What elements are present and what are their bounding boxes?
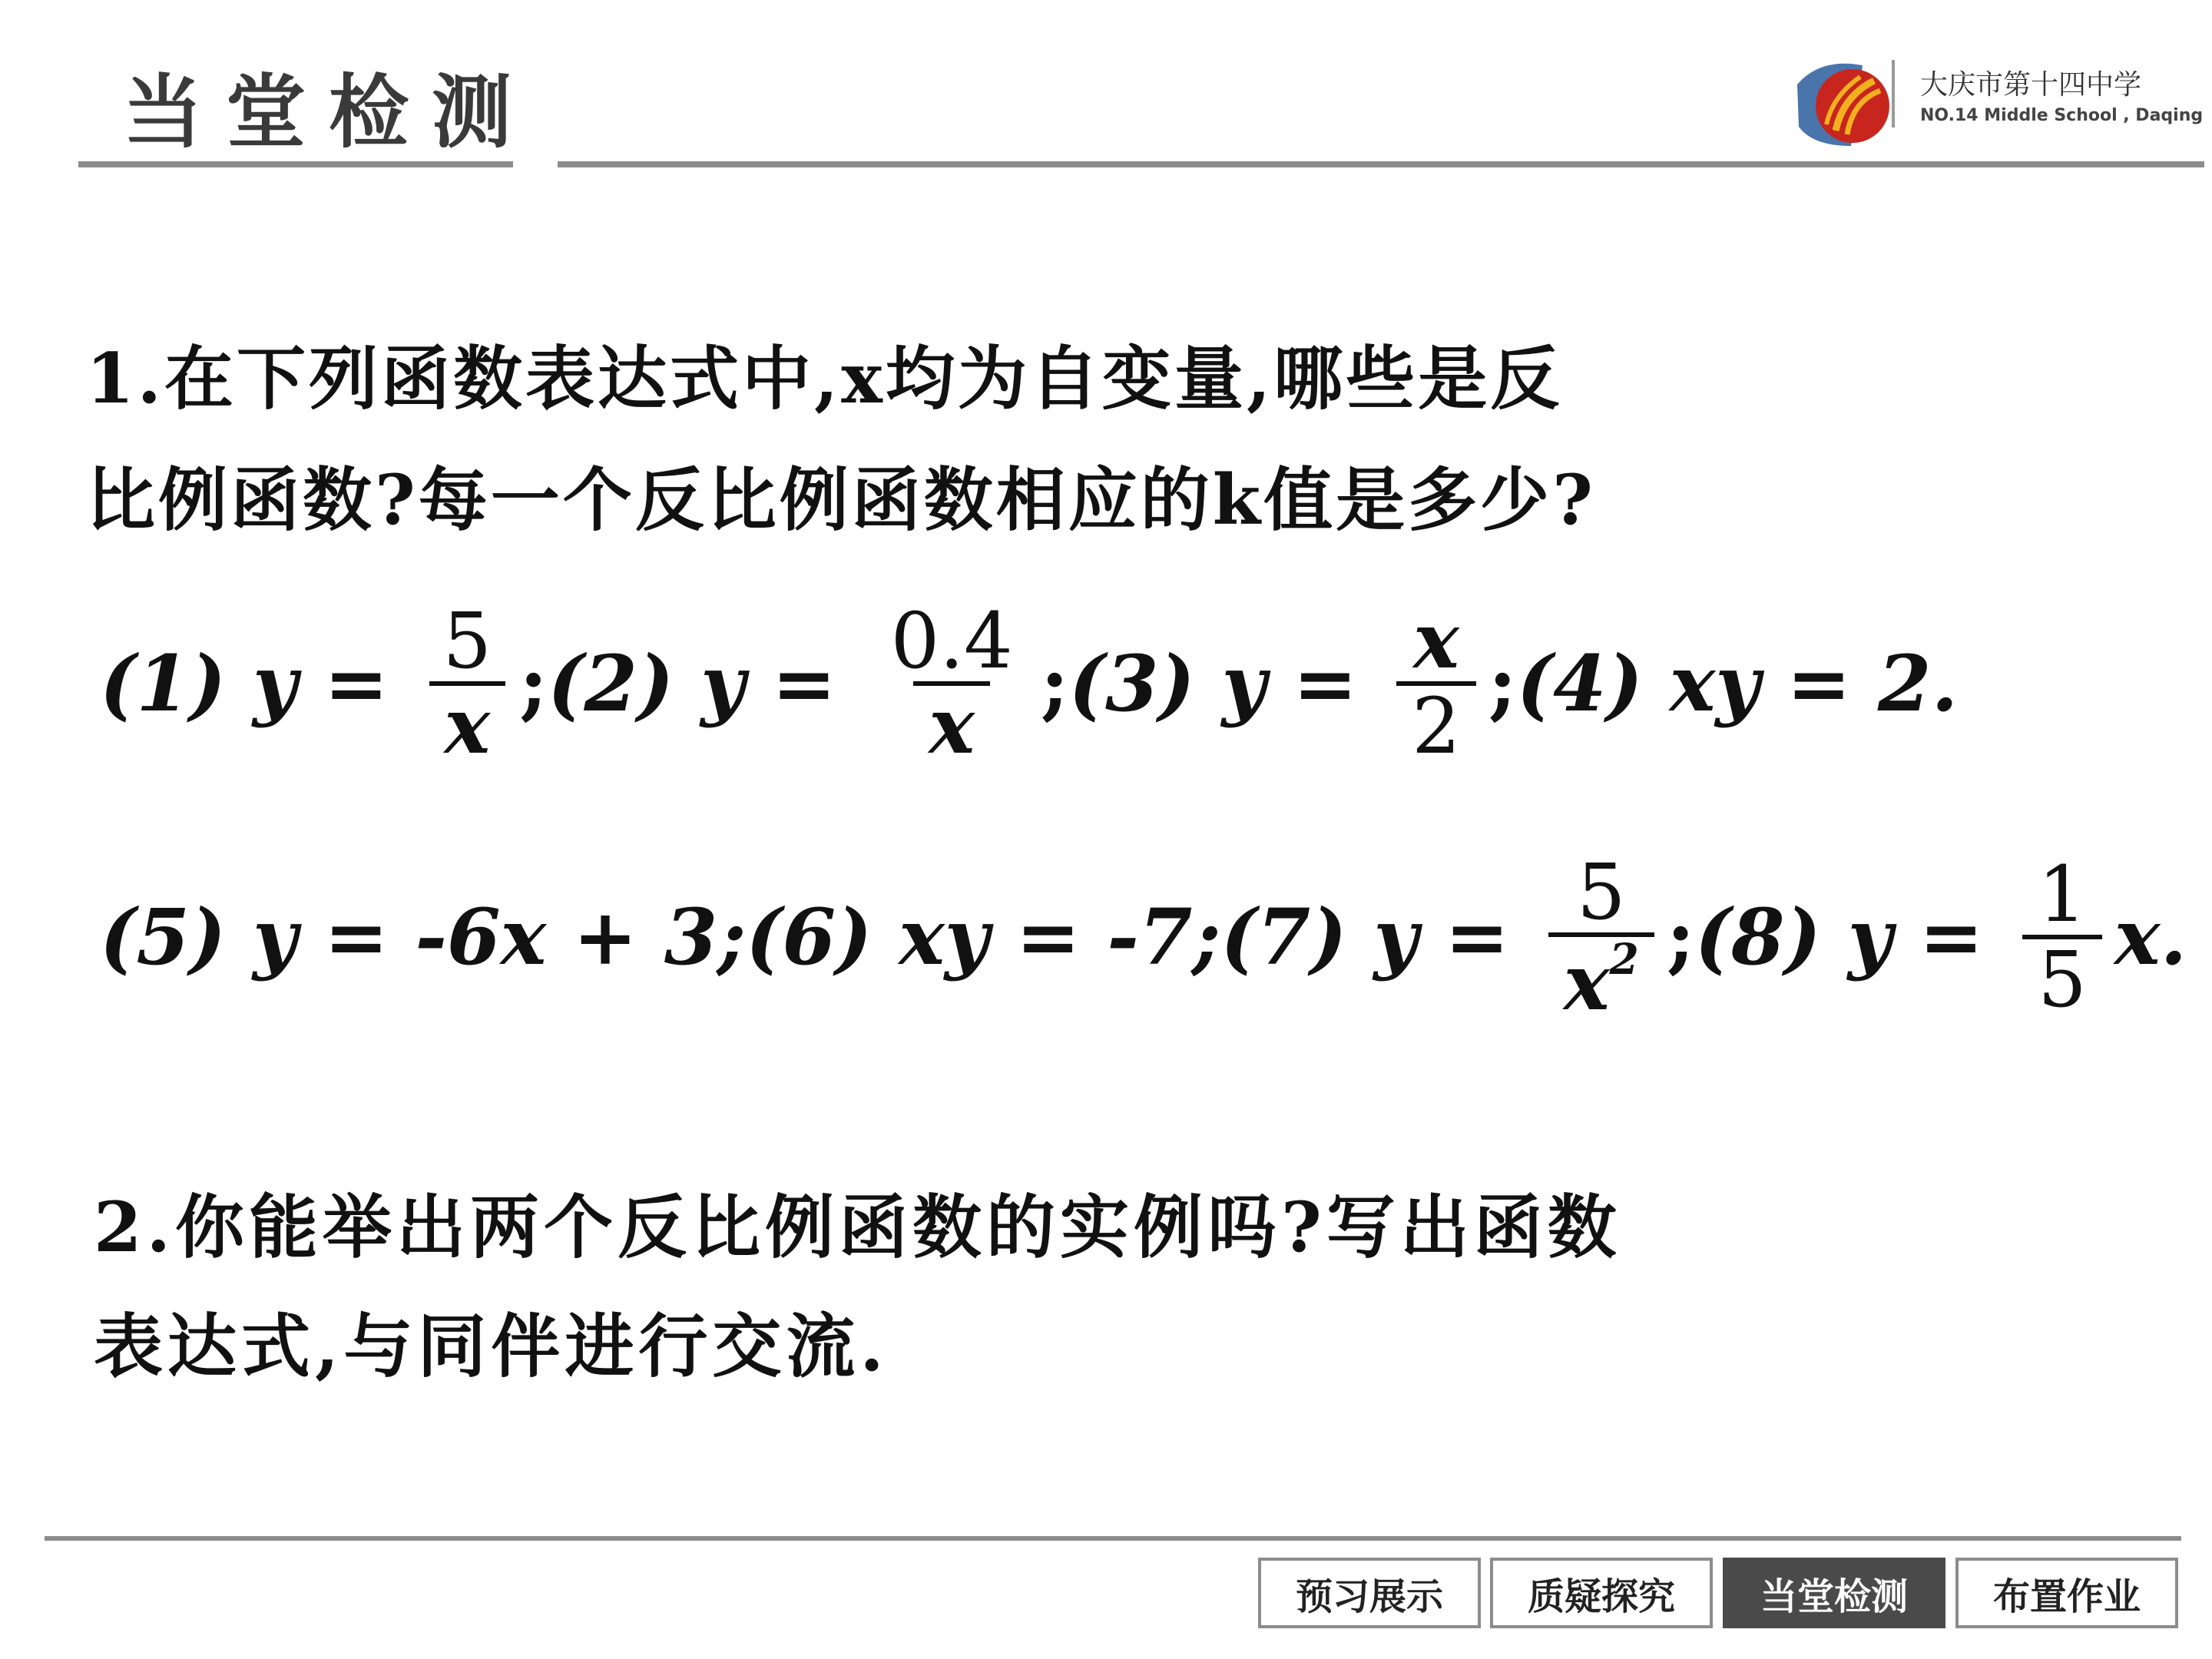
formula-8-lhs: (8) y =	[1694, 892, 2011, 982]
formula-3-lhs: (3) y =	[1068, 638, 1385, 729]
formula-separator-7: ;	[1666, 892, 1695, 982]
formula-7	[1220, 846, 1666, 1028]
formula-1	[100, 596, 519, 771]
formula-8-denominator: 5	[2022, 935, 2102, 1020]
header-divider-left	[78, 161, 513, 167]
question-1-line-1: 1.在下列函数表达式中,x均为自变量,哪些是反	[86, 338, 1563, 419]
formula-8-numerator: 1	[2038, 849, 2087, 939]
question-2-line-2: 表达式,与同伴进行交流.	[94, 1306, 889, 1387]
formula-1-lhs: (1) y =	[100, 638, 416, 729]
school-name-cn: 大庆市第十四中学	[1920, 69, 2142, 101]
formula-7-exponent: 2	[1609, 933, 1639, 984]
formula-7-fraction	[1548, 846, 1654, 1028]
nav-tab-classroom-test[interactable]: 当堂检测	[1723, 1558, 1945, 1628]
formula-1-numerator: 5	[442, 596, 492, 686]
logo-divider	[1892, 60, 1895, 127]
formula-7-denominator	[1548, 932, 1654, 1028]
formula-1-denominator: x	[429, 681, 506, 767]
formula-3-fraction	[1396, 595, 1476, 771]
slide-title: 当堂检测	[123, 65, 535, 159]
question-2-line-1: 2.你能举出两个反比例函数的实例吗?写出函数	[94, 1187, 1621, 1268]
footer-divider	[45, 1536, 2181, 1541]
nav-tab-inquiry[interactable]: 质疑探究	[1490, 1558, 1713, 1628]
formula-5: (5) y = -6x + 3;	[100, 892, 747, 982]
nav-tab-preview[interactable]: 预习展示	[1258, 1558, 1481, 1628]
formula-7-numerator: 5	[1577, 846, 1626, 937]
nav-tab-homework[interactable]: 布置作业	[1955, 1558, 2178, 1628]
formula-3-denominator: 2	[1396, 681, 1476, 767]
formula-8-fraction	[2022, 849, 2102, 1025]
formula-3	[1068, 595, 1488, 771]
formula-7-denominator-base: x	[1563, 936, 1610, 1028]
formula-separator-2: ;	[1040, 638, 1069, 729]
formula-8	[1694, 849, 2187, 1025]
formula-separator-1: ;	[519, 638, 548, 729]
formula-row-2	[100, 845, 2187, 1029]
formula-2-lhs: (2) y =	[548, 638, 863, 729]
question-1-line-2: 比例函数?每一个反比例函数相应的k值是多少?	[86, 459, 1596, 541]
formula-1-fraction	[428, 596, 508, 771]
formula-2-fraction	[876, 596, 1028, 771]
formula-2-numerator: 0.4	[890, 596, 1013, 686]
formula-3-numerator: x	[1413, 595, 1459, 686]
formula-7-lhs: (7) y =	[1220, 892, 1536, 982]
formula-4: (4) xy = 2.	[1516, 638, 1959, 729]
formula-2-denominator: x	[913, 681, 990, 767]
formula-2	[548, 596, 1041, 771]
school-logo-icon	[1790, 54, 1897, 154]
school-name-en: NO.14 Middle School , Daqing	[1920, 106, 2204, 125]
formula-separator-3: ;	[1488, 638, 1517, 729]
header-divider-right	[558, 161, 2204, 167]
formula-row-1	[100, 591, 1958, 776]
formula-8-rhs: x.	[2114, 892, 2187, 982]
formula-6: (6) xy = -7;	[746, 892, 1221, 982]
